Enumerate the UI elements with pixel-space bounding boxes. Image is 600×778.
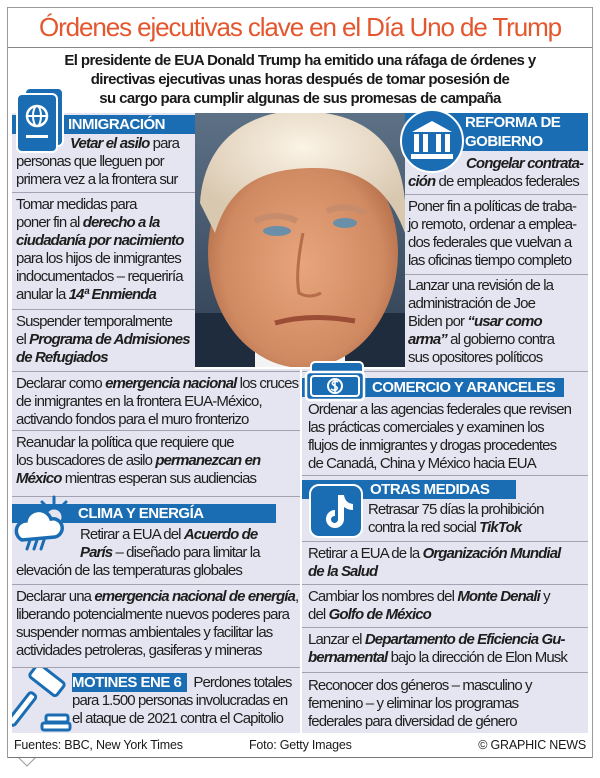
emphasis-text: TikTok [479,519,522,536]
divider [12,371,300,372]
emphasis-text: emergencia nacional [105,375,237,392]
body-text: Declarar una [16,588,95,605]
body-text: de empleados federales [435,173,579,190]
emphasis-text: Programa de Admisiones de Refugiados [16,331,190,366]
divider [302,475,588,476]
order-item [72,673,292,728]
emphasis-text: Organización Mundial de la Salud [308,545,561,580]
title-divider [8,47,592,48]
body-text: mientras esperan sus audiencias [61,470,257,487]
body-text: Tomar medidas para poner fin al [16,196,137,231]
order-item [408,277,554,367]
order-item [408,198,576,270]
body-text: Poner fin a políticas de traba- jo remoto, ordenar a emplea- dos federales que vuelvan a las oficinas tiempo completo [408,198,577,269]
order-item [368,501,544,537]
order-item [16,196,184,304]
divider [405,194,588,195]
body-text: para los hijos de inmigrantes indocumentados – requeriría anular la [16,250,183,303]
divider [302,627,588,628]
order-item [408,155,600,191]
emphasis-text: Vetar el asilo [70,135,150,152]
money-icon [303,360,367,402]
order-item [16,135,316,189]
body-text: Cambiar los nombres del [308,588,458,605]
body-text: Reanudar la política que requiere que los buscadores de asilo [16,434,234,469]
divider [12,584,300,585]
body-text: Perdones totales para 1.500 personas involucradas en el ataque de 2021 contra el Capitolio [72,674,292,727]
section-header-comercio: COMERCIO Y ARANCELES [302,378,564,397]
order-item [308,545,560,581]
body-text: Retirar a EUA de la [308,545,423,562]
body-text: Lanzar una revisión de la administración de Joe Biden por [408,277,554,330]
emphasis-text: Monte Denali [457,588,540,605]
emphasis-text: Acuerdo de París [80,526,258,561]
divider [12,309,195,310]
subtitle: El presidente de EUA Donald Trump ha emitido una ráfaga de órdenes y directivas ejecutivas unas horas después de tomar posesión de su cargo para cumplir algunas de sus promesas de campaña [64,52,536,107]
divider [302,672,588,673]
body-text: para personas que lleguen por primera vez a la frontera sur [16,135,180,188]
emphasis-text: 14ª Enmienda [68,286,157,303]
section-header-inmigracion: INMIGRACIÓN [12,115,195,134]
order-item [308,677,532,731]
emphasis-text: emergencia nacional de energía [94,588,295,605]
order-item [16,526,316,580]
sources: Fuentes: BBC, New York Times [14,738,183,752]
body-text: bajo la dirección de Elon Musk [387,649,568,666]
order-item [16,375,298,429]
body-text: Lanzar el [308,631,365,648]
tiktok-icon [309,484,363,538]
divider [12,192,195,193]
body-text: los cruces de inmigrantes en la frontera EUA-México, activando fondos para el muro fronterizo [16,375,299,428]
order-item [16,434,260,488]
section-header-motines: MOTINES ENE 6 [72,673,187,692]
body-text: al gobierno contra sus opositores políticos [408,331,555,366]
order-item [16,313,190,367]
body-text: Ordenar a las agencias federales que revisen las prácticas comerciales y examinen los flujos de inmigrantes y drogas procedentes de Canadá, China y México hacia EUA [308,401,572,472]
order-item [308,401,571,473]
emphasis-text: Congelar contrata- ción [408,155,584,190]
section-header-reforma: REFORMA DE GOBIERNO [405,113,588,151]
emphasis-text: “usar como arma” [408,313,542,348]
body-text: – diseñado para limitar la elevación de las temperaturas globales [16,544,260,579]
order-item [308,588,550,624]
body-text: y del [308,588,550,623]
order-item [308,631,567,667]
body-text: Suspender temporalmente el [16,313,173,348]
divider [405,274,588,275]
body-text: Reconocer dos géneros – masculino y femenino – y eliminar los programas federales para diversidad de género [308,677,532,730]
gavel-icon [12,668,72,734]
copyright: © GRAPHIC NEWS [478,738,586,752]
photo-credit: Foto: Getty Images [249,738,352,752]
footer-rule [8,757,592,758]
divider [12,430,300,431]
body-text: Retirar a EUA del [80,526,184,543]
order-item [16,588,298,660]
emphasis-text: Departamento de Eficiencia Gu- bernamental [308,631,565,666]
body-text: , liberando potencialmente nuevos poderes para suspender normas ambientales y facilitar las actividades petroleras, gasiferas y mineras [16,588,299,659]
divider [302,584,588,585]
section-header-clima: CLIMA Y ENERGÍA [12,504,276,523]
emphasis-text: derecho a la ciudadanía por nacimiento [16,214,184,249]
page-title: Órdenes ejecutivas clave en el Día Uno de Trump [38,12,562,42]
divider [302,541,588,542]
body-text: Retrasar 75 días la prohibición contra la red social [368,501,544,536]
emphasis-text: permanezcan en México [16,452,261,487]
section-header-otras: OTRAS MEDIDAS [302,480,516,499]
body-text: Declarar como [16,375,106,392]
emphasis-text: Golfo de México [328,606,431,623]
